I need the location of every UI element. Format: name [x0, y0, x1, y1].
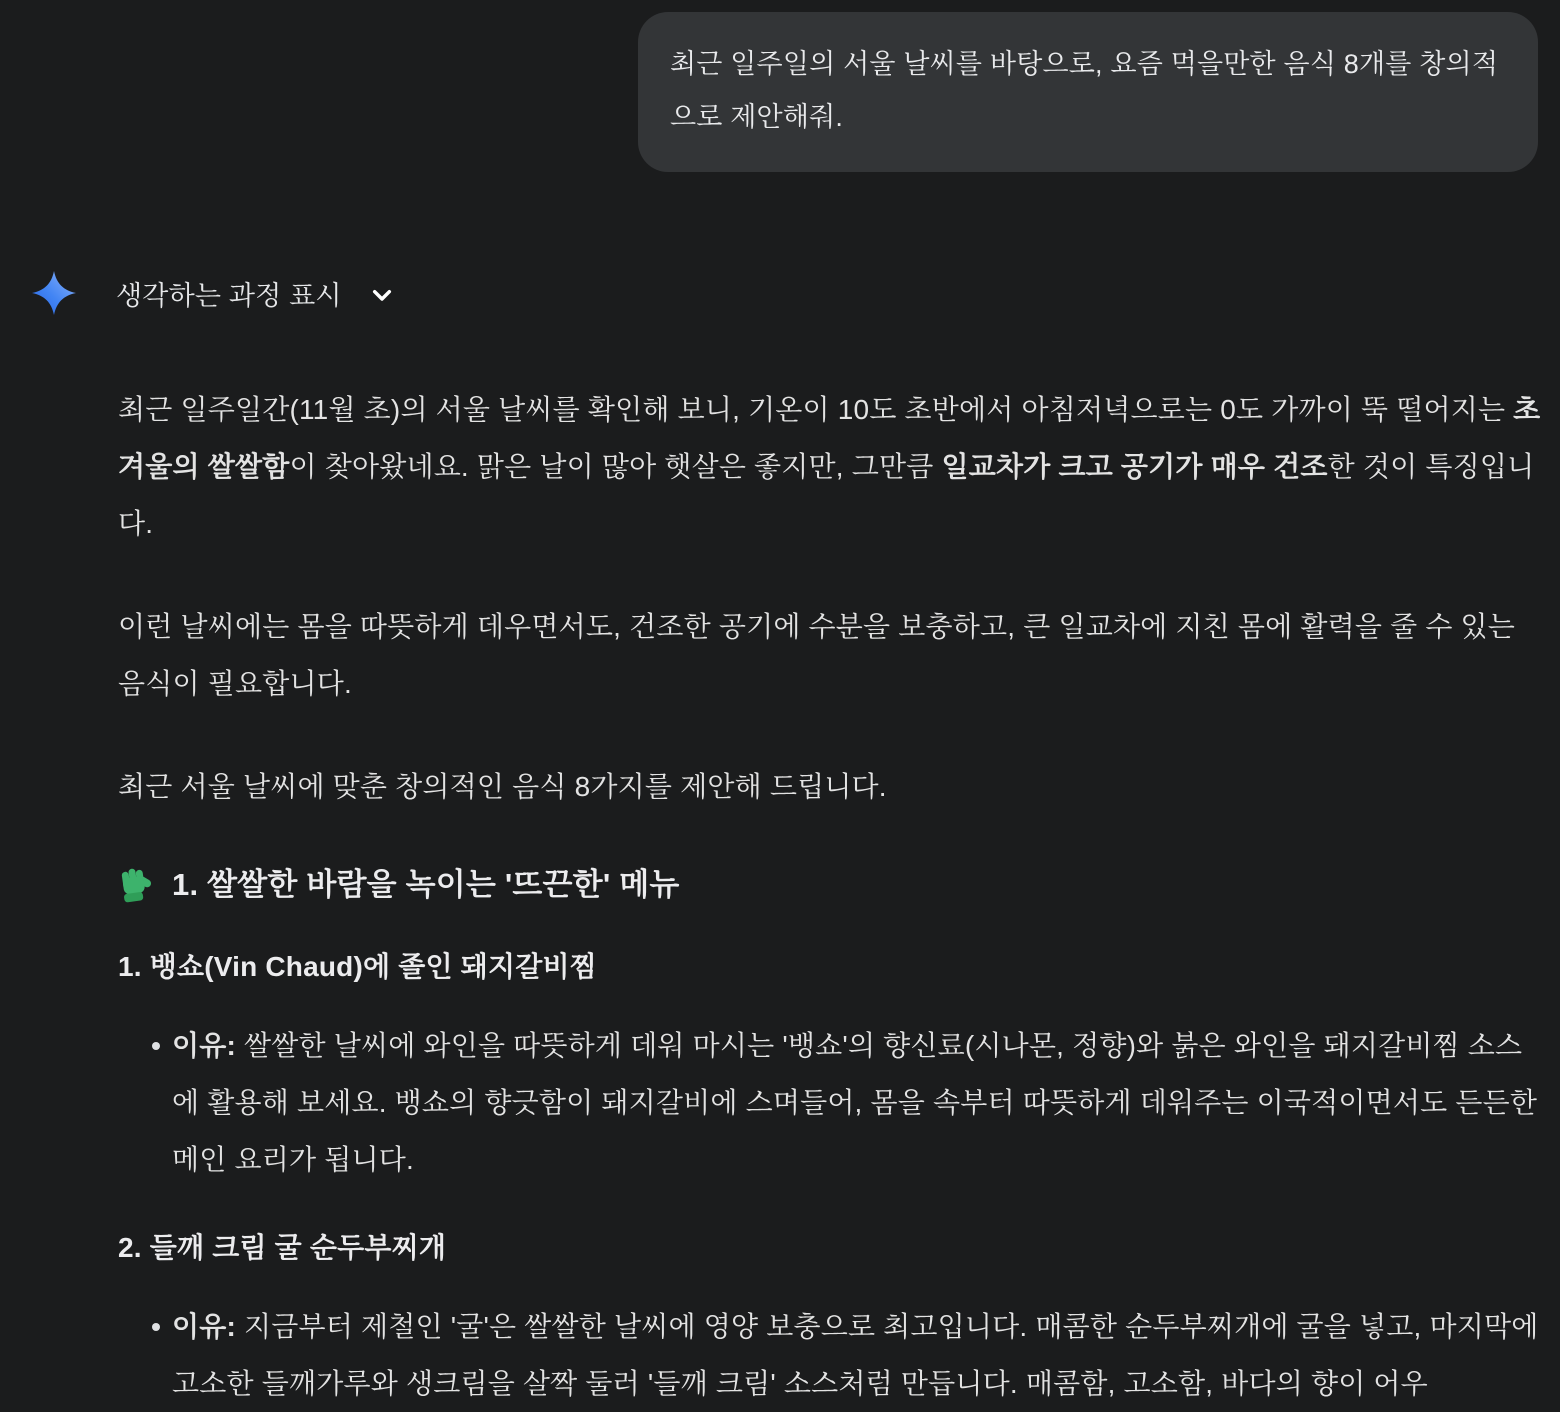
response-paragraph: 최근 일주일간(11월 초)의 서울 날씨를 확인해 보니, 기온이 10도 초반에서 아침저녁으로는 0도 가까이 뚝 떨어지는 초겨울의 쌀쌀함이 찾아왔네요. 맑은 날이 많아 햇살은 좋지만, 그만큼 일교차가 크고 공기가 매우 건조한 것이 특징입니다.	[118, 394, 1541, 539]
response-paragraph: 이런 날씨에는 몸을 따뜻하게 데우면서도, 건조한 공기에 수분을 보충하고, 큰 일교차에 지친 몸에 활력을 줄 수 있는 음식이 필요합니다.	[118, 611, 1516, 699]
thinking-toggle[interactable]	[30, 269, 1560, 317]
user-message-row	[0, 0, 1560, 172]
green-gloves-emoji-icon	[118, 865, 156, 905]
response-paragraph: 최근 서울 날씨에 맞춘 창의적인 음식 8가지를 제안해 드립니다.	[118, 771, 887, 802]
dish-heading-2: 2. 들깨 크림 굴 순두부찌개	[118, 1232, 447, 1263]
reason-list-1	[118, 1017, 1542, 1188]
section-heading	[118, 863, 1542, 907]
reason-item: 이유: 지금부터 제철인 '굴'은 쌀쌀한 날씨에 영양 보충으로 최고입니다. 매콤한 순두부찌개에 굴을 넣고, 마지막에 고소한 들깨가루와 생크림을 살짝 둘러 '들깨 크림' 소스처럼 만듭니다. 매콤함, 고소함, 바다의 향이 어우	[172, 1298, 1542, 1412]
chevron-down-icon	[366, 279, 398, 311]
user-message-bubble: 최근 일주일의 서울 날씨를 바탕으로, 요즘 먹을만한 음식 8개를 창의적으로 제안해줘.	[638, 12, 1538, 172]
dish-heading-1: 1. 뱅쇼(Vin Chaud)에 졸인 돼지갈비찜	[118, 951, 597, 982]
thinking-toggle-label: 생각하는 과정 표시	[116, 280, 342, 311]
gemini-sparkle-icon	[30, 269, 78, 317]
section-heading-text: 1. 쌀쌀한 바람을 녹이는 '뜨끈한' 메뉴	[172, 867, 680, 902]
reason-item: 이유: 쌀쌀한 날씨에 와인을 따뜻하게 데워 마시는 '뱅쇼'의 향신료(시나몬, 정향)와 붉은 와인을 돼지갈비찜 소스에 활용해 보세요. 뱅쇼의 향긋함이 돼지갈비에 스며들어, 몸을 속부터 따뜻하게 데워주는 이국적이면서도 든든한 메인 요리가 됩니다.	[172, 1017, 1542, 1188]
model-response	[118, 381, 1542, 1412]
reason-list-2	[118, 1298, 1542, 1412]
